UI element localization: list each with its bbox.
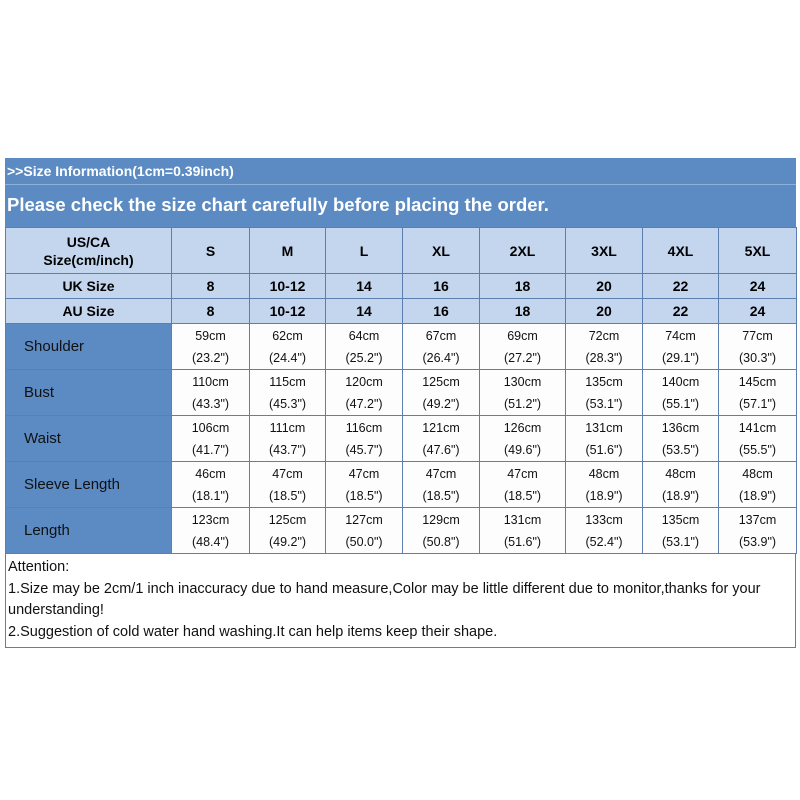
uk-size-2: 14	[326, 274, 403, 299]
measurement-row	[6, 324, 797, 370]
cm-value: 48cm	[588, 466, 620, 481]
size-col-2: L	[326, 228, 403, 274]
size-col-0: S	[172, 228, 250, 274]
cm-value: 121cm	[422, 420, 460, 435]
inch-value: (50.0")	[345, 534, 383, 549]
inch-value: (23.2")	[191, 350, 230, 365]
attention-item-2: 2.Suggestion of cold water hand washing.It can help items keep their shape.	[8, 623, 498, 640]
cm-value: 125cm	[268, 512, 307, 527]
au-size-7: 24	[719, 299, 797, 324]
inch-value: (55.1")	[661, 396, 700, 411]
us-size-row	[6, 228, 797, 274]
inch-value: (25.2")	[345, 350, 383, 365]
measurement-label: Waist	[6, 416, 172, 462]
inch-value: (47.2")	[345, 396, 383, 411]
au-size-1: 10-12	[250, 299, 326, 324]
uk-size-label: UK Size	[6, 274, 172, 299]
measurement-cell	[403, 324, 480, 370]
measurement-cell	[172, 416, 250, 462]
inch-value: (18.5")	[345, 488, 383, 503]
au-size-6: 22	[643, 299, 719, 324]
measurement-cell	[719, 508, 797, 554]
size-chart	[5, 158, 796, 648]
inch-value: (53.9")	[738, 534, 777, 549]
inch-value: (51.2")	[503, 396, 542, 411]
cm-value: 110cm	[192, 374, 229, 389]
attention-item-1: 1.Size may be 2cm/1 inch inaccuracy due to hand measure,Color may be little different due to monitor,thanks for your understanding!	[8, 580, 761, 618]
measurement-cell	[643, 416, 719, 462]
inch-value: (41.7")	[191, 442, 230, 457]
au-size-0: 8	[172, 299, 250, 324]
au-size-2: 14	[326, 299, 403, 324]
cm-value: 106cm	[191, 420, 230, 435]
measurement-cell	[719, 462, 797, 508]
inch-value: (18.5")	[268, 488, 307, 503]
measurement-cell	[326, 370, 403, 416]
inch-value: (55.5")	[738, 442, 777, 457]
inch-value: (49.6")	[503, 442, 542, 457]
inch-value: (18.9")	[585, 488, 623, 503]
uk-size-3: 16	[403, 274, 480, 299]
measurement-cell	[326, 462, 403, 508]
au-size-5: 20	[566, 299, 643, 324]
size-col-5: 3XL	[566, 228, 643, 274]
measurement-cell	[326, 508, 403, 554]
measurement-cell	[643, 324, 719, 370]
measurement-label: Sleeve Length	[6, 462, 172, 508]
cm-value: 62cm	[272, 328, 303, 343]
measurement-cell	[172, 324, 250, 370]
inch-value: (27.2")	[503, 350, 542, 365]
size-table	[5, 227, 797, 554]
measurement-cell	[326, 324, 403, 370]
us-size-label	[6, 228, 172, 274]
cm-value: 46cm	[195, 466, 226, 481]
inch-value: (51.6")	[503, 534, 542, 549]
measurement-cell	[250, 508, 326, 554]
measurement-cell	[719, 416, 797, 462]
measurement-cell	[403, 508, 480, 554]
cm-value: 130cm	[503, 374, 542, 389]
size-col-3: XL	[403, 228, 480, 274]
cm-value: 127cm	[345, 512, 383, 527]
measurement-cell	[250, 324, 326, 370]
measurement-cell	[480, 324, 566, 370]
measurement-label: Bust	[6, 370, 172, 416]
measurement-cell	[172, 370, 250, 416]
uk-size-7: 24	[719, 274, 797, 299]
cm-value: 74cm	[665, 328, 696, 343]
measurement-cell	[403, 416, 480, 462]
uk-size-1: 10-12	[250, 274, 326, 299]
inch-value: (45.3")	[268, 396, 307, 411]
inch-value: (57.1")	[738, 396, 777, 411]
cm-value: 72cm	[588, 328, 620, 343]
cm-value: 133cm	[585, 512, 623, 527]
cm-value: 64cm	[348, 328, 380, 343]
inch-value: (43.7")	[268, 442, 307, 457]
inch-value: (48.4")	[191, 534, 230, 549]
measurement-label: Shoulder	[6, 324, 172, 370]
cm-value: 47cm	[348, 466, 380, 481]
cm-value: 120cm	[345, 374, 383, 389]
inch-value: (26.4")	[422, 350, 460, 365]
inch-value: (28.3")	[585, 350, 623, 365]
cm-value: 48cm	[665, 466, 696, 481]
measurement-cell	[480, 370, 566, 416]
cm-value: 47cm	[425, 466, 457, 481]
cm-value: 126cm	[503, 420, 542, 435]
cm-value: 137cm	[738, 512, 777, 527]
measurement-cell	[719, 370, 797, 416]
cm-value: 47cm	[272, 466, 303, 481]
measurement-cell	[643, 462, 719, 508]
check-size-notice: Please check the size chart carefully before placing the order.	[7, 194, 549, 215]
au-size-4: 18	[480, 299, 566, 324]
cm-value: 123cm	[191, 512, 230, 527]
cm-value: 59cm	[195, 328, 226, 343]
measurement-cell	[480, 416, 566, 462]
measurement-cell	[480, 508, 566, 554]
size-col-1: M	[250, 228, 326, 274]
au-size-row	[6, 299, 797, 324]
measurement-cell	[250, 462, 326, 508]
cm-value: 129cm	[422, 512, 460, 527]
uk-size-0: 8	[172, 274, 250, 299]
cm-value: 125cm	[422, 374, 460, 389]
cm-value: 135cm	[661, 512, 700, 527]
attention-notes	[5, 554, 796, 648]
measurement-cell	[326, 416, 403, 462]
cm-value: 116cm	[345, 420, 383, 435]
size-info-banner	[5, 158, 796, 227]
cm-value: 48cm	[742, 466, 773, 481]
inch-value: (18.1")	[191, 488, 230, 503]
measurement-row	[6, 462, 797, 508]
cm-value: 111cm	[269, 420, 306, 435]
inch-value: (47.6")	[422, 442, 460, 457]
attention-title: Attention:	[8, 559, 70, 575]
cm-value: 67cm	[425, 328, 457, 343]
cm-value: 140cm	[661, 374, 700, 389]
cm-value: 135cm	[585, 374, 623, 389]
inch-value: (45.7")	[345, 442, 383, 457]
size-col-7: 5XL	[719, 228, 797, 274]
measurement-cell	[403, 462, 480, 508]
measurement-row	[6, 370, 797, 416]
uk-size-6: 22	[643, 274, 719, 299]
measurement-cell	[250, 416, 326, 462]
measurement-cell	[403, 370, 480, 416]
inch-value: (53.5")	[661, 442, 700, 457]
au-size-label: AU Size	[6, 299, 172, 324]
measurement-cell	[566, 324, 643, 370]
measurement-cell	[719, 324, 797, 370]
cm-value: 136cm	[661, 420, 700, 435]
uk-size-4: 18	[480, 274, 566, 299]
inch-value: (51.6")	[585, 442, 623, 457]
inch-value: (52.4")	[585, 534, 623, 549]
cm-value: 141cm	[738, 420, 777, 435]
cm-value: 115cm	[269, 374, 306, 389]
inch-value: (18.5")	[503, 488, 542, 503]
inch-value: (18.9")	[738, 488, 777, 503]
inch-value: (49.2")	[268, 534, 307, 549]
inch-value: (43.3")	[191, 396, 230, 411]
inch-value: (29.1")	[661, 350, 700, 365]
size-col-4: 2XL	[480, 228, 566, 274]
au-size-3: 16	[403, 299, 480, 324]
size-info-title: >>Size Information(1cm=0.39inch)	[5, 158, 796, 185]
size-col-6: 4XL	[643, 228, 719, 274]
measurement-cell	[566, 462, 643, 508]
uk-size-5: 20	[566, 274, 643, 299]
us-size-label-line2: Size(cm/inch)	[43, 251, 134, 268]
measurement-cell	[566, 416, 643, 462]
measurement-cell	[566, 508, 643, 554]
cm-value: 47cm	[507, 466, 538, 481]
cm-value: 77cm	[742, 328, 773, 343]
measurement-cell	[250, 370, 326, 416]
inch-value: (50.8")	[422, 534, 460, 549]
inch-value: (53.1")	[661, 534, 700, 549]
uk-size-row	[6, 274, 797, 299]
inch-value: (49.2")	[422, 396, 460, 411]
inch-value: (24.4")	[268, 350, 307, 365]
measurement-row	[6, 416, 797, 462]
us-size-label-line1: US/CA	[66, 233, 111, 250]
cm-value: 69cm	[507, 328, 538, 343]
inch-value: (18.9")	[661, 488, 700, 503]
cm-value: 131cm	[585, 420, 623, 435]
measurement-cell	[643, 370, 719, 416]
inch-value: (18.5")	[422, 488, 460, 503]
measurement-cell	[566, 370, 643, 416]
measurement-cell	[643, 508, 719, 554]
measurement-cell	[480, 462, 566, 508]
measurement-row	[6, 508, 797, 554]
cm-value: 131cm	[503, 512, 542, 527]
measurement-label: Length	[6, 508, 172, 554]
inch-value: (30.3")	[738, 350, 777, 365]
measurement-cell	[172, 462, 250, 508]
measurement-cell	[172, 508, 250, 554]
cm-value: 145cm	[738, 374, 777, 389]
inch-value: (53.1")	[585, 396, 623, 411]
